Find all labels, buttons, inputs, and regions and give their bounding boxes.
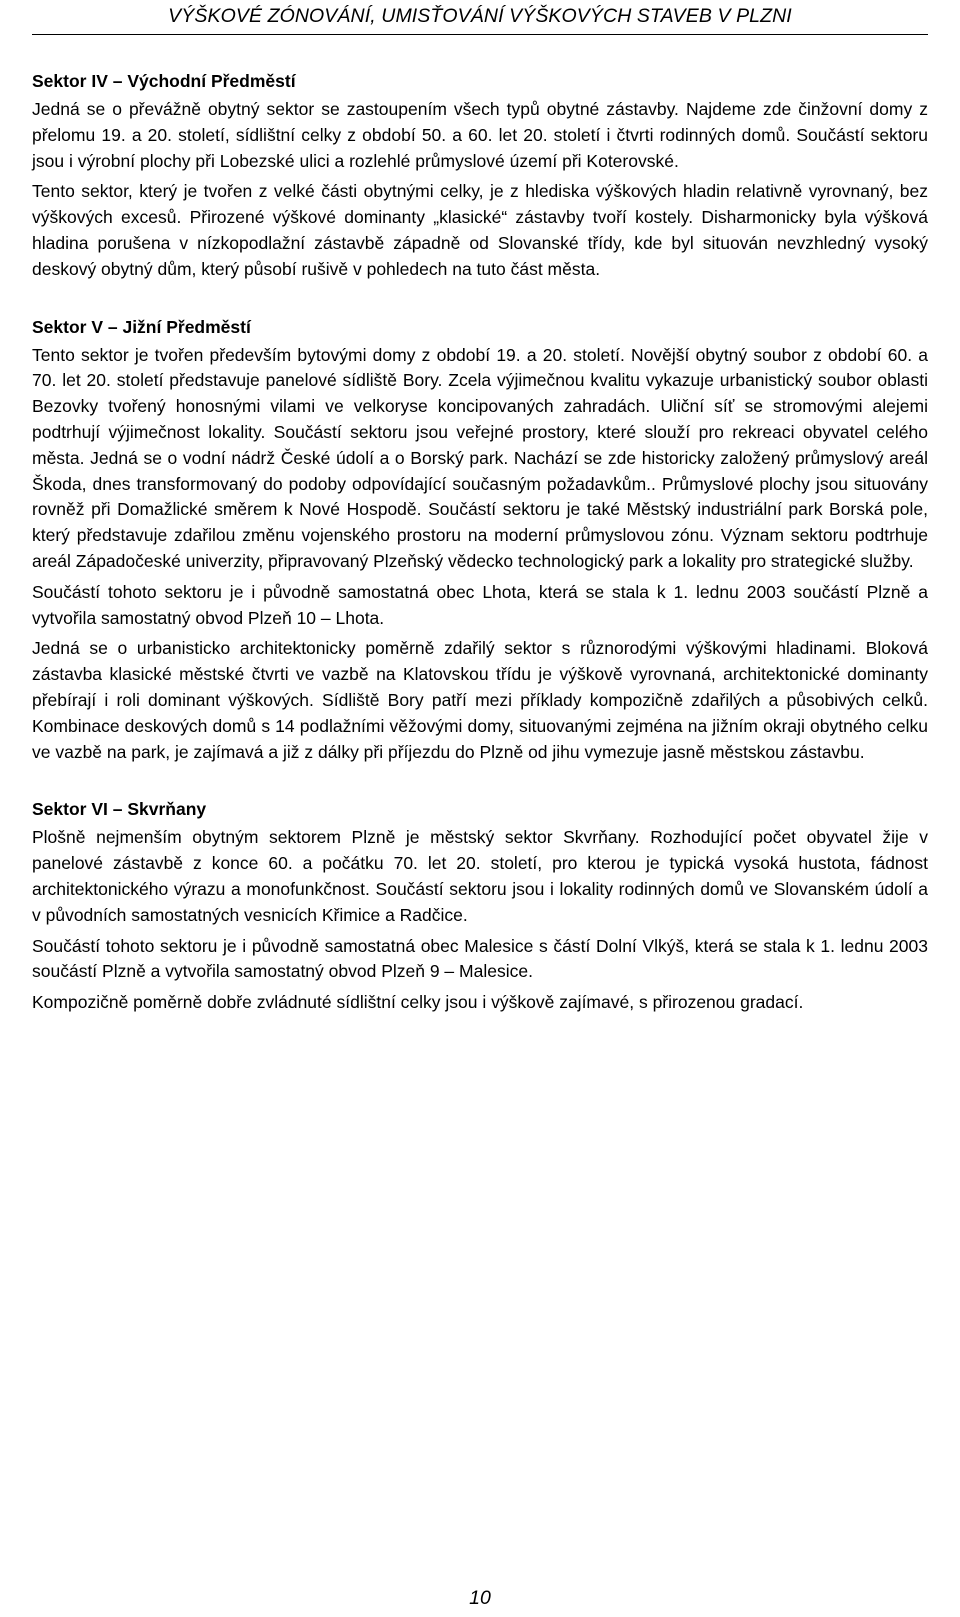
running-header: VÝŠKOVÉ ZÓNOVÁNÍ, UMISŤOVÁNÍ VÝŠKOVÝCH STAVEB V PLZNI [168,5,792,27]
section-sektor-iv [32,68,928,283]
paragraph: Kompozičně poměrně dobře zvládnuté sídlištní celky jsou i výškově zajímavé, s přirozenou gradací. [32,992,804,1013]
paragraph: Jedná se o převážně obytný sektor se zastoupením všech typů obytné zástavby. Najdeme zde činžovní domy z přelomu 19. a 20. století, sídlištní celky z období 50. a 60. let 20. století i čtvrti rodinných domů. Součástí sektoru jsou i výrobní plochy při Lobezské ulici a rozlehlé průmyslové území při Koterovské. [32,99,928,171]
document-body [32,68,928,1021]
paragraph: Součástí tohoto sektoru je i původně samostatná obec Lhota, která se stala k 1. lednu 2003 součástí Plzně a vytvořila samostatný obvod Plzeň 10 – Lhota. [32,581,928,628]
paragraph: Tento sektor, který je tvořen z velké části obytnými celky, je z hlediska výškových hladin relativně vyrovnaný, bez výškových excesů. Přirozené výškové dominanty „klasické“ zástavby tvoří kostely. Disharmonicky byla výšková hladina porušena v nízkopodlažní zástavbě západně od Slovanské třídy, kde byl situován nevzhledný vysoký deskový obytný dům, který působí rušivě v pohledech na tuto část města. [32,181,928,279]
section-heading: Sektor V – Jižní Předměstí [32,316,251,337]
page-number: 10 [469,1587,491,1609]
header-divider [32,34,928,35]
section-sektor-v [32,314,928,766]
paragraph: Jedná se o urbanisticko architektonicky poměrně zdařilý sektor s různorodými výškovými hladinami. Bloková zástavba klasické městské čtvrti ve vazbě na Klatovskou třídu je výškově vyrovnaná, architektonické dominanty přebírají i roli dominant výškových. Sídliště Bory patří mezi příklady kompozičně zdařilých a působivých celků. Kombinace deskových domů s 14 podlažními věžovými domy, situovanými zejména na jižním okraji obytného celku ve vazbě na park, je zajímavá a již z dálky při příjezdu do Plzně od jihu vymezuje jasně městskou zástavbu. [32,638,928,762]
paragraph: Plošně nejmenším obytným sektorem Plzně je městský sektor Skvrňany. Rozhodující počet obyvatel žije v panelové zástavbě z konce 60. a počátku 70. let 20. století, pro kterou je typická vysoká hustota, fádnost architektonického výrazu a monofunkčnost. Součástí sektoru jsou i lokality rodinných domů ve Slovanském údolí a v původních samostatných vesnicích Křimice a Radčice. [32,827,928,925]
paragraph: Tento sektor je tvořen především bytovými domy z období 19. a 20. století. Novější obytný soubor z období 60. a 70. let 20. století představuje panelové sídliště Bory. Zcela výjimečnou kvalitu vykazuje urbanistický soubor oblasti Bezovky tvořený honosnými vilami ve velkoryse koncipovaných zahradách. Uliční síť se stromovými alejemi podtrhují výjimečnost lokality. Součástí sektoru jsou veřejné prostory, které slouží pro rekreaci obyvatel celého města. Jedná se o vodní nádrž České údolí a o Borský park. Nachází se zde historicky založený průmyslový areál Škoda, dnes transformovaný do podoby odpovídající současným požadavkům.. Průmyslové plochy jsou situovány rovněž při Domažlické směrem k Nové Hospodě. Součástí sektoru je také Městský industriální park Borská pole, který představuje zdařilou změnu vojenského prostoru na moderní průmyslovou zónu. Význam sektoru podtrhuje areál Západočeské univerzity, připravovaný Plzeňský vědecko technologický park a lokality pro strategické služby. [32,344,928,571]
paragraph: Součástí tohoto sektoru je i původně samostatná obec Malesice s částí Dolní Vlkýš, která se stala k 1. lednu 2003 součástí Plzně a vytvořila samostatný obvod Plzeň 9 – Malesice. [32,935,928,982]
section-sektor-vi [32,796,928,1016]
section-heading: Sektor VI – Skvrňany [32,799,207,820]
section-heading: Sektor IV – Východní Předměstí [32,71,296,91]
